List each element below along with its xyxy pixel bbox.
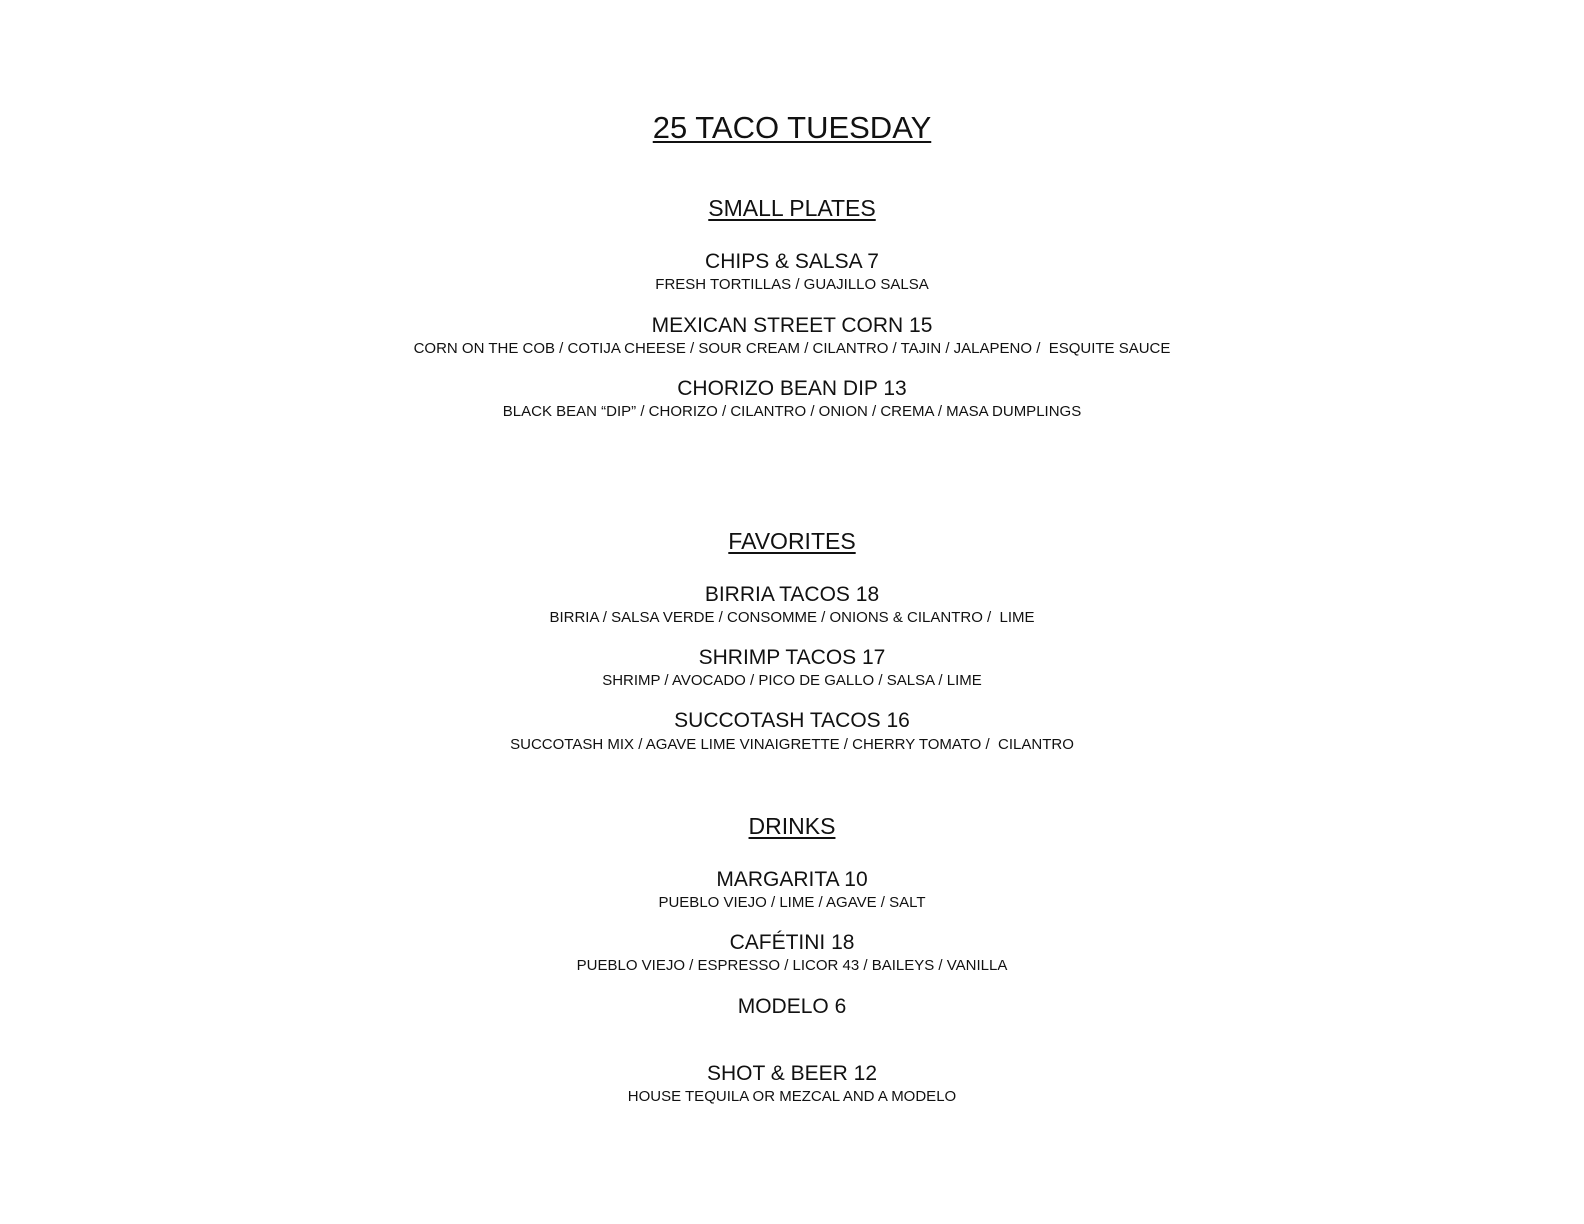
menu-item-name: SHOT & BEER 12 bbox=[706, 1062, 877, 1085]
menu-item-description: HOUSE TEQUILA OR MEZCAL AND A MODELO bbox=[627, 1088, 957, 1105]
menu-item-name: MEXICAN STREET CORN 15 bbox=[651, 314, 933, 337]
menu-item-name: MODELO 6 bbox=[737, 995, 847, 1018]
menu-item-description: BIRRIA / SALSA VERDE / CONSOMME / ONIONS & CILANTRO / LIME bbox=[549, 609, 1035, 626]
menu-item-name: SUCCOTASH TACOS 16 bbox=[674, 709, 910, 732]
menu-title: 25 TACO TUESDAY bbox=[652, 110, 932, 145]
menu-item-name: MARGARITA 10 bbox=[716, 868, 868, 891]
section-heading-favorites: FAVORITES bbox=[728, 528, 856, 554]
menu-item-name: CHIPS & SALSA 7 bbox=[705, 250, 879, 273]
menu-item-description: PUEBLO VIEJO / LIME / AGAVE / SALT bbox=[658, 894, 926, 911]
menu-item-name: BIRRIA TACOS 18 bbox=[704, 583, 880, 606]
menu-item-name: SHRIMP TACOS 17 bbox=[698, 646, 886, 669]
menu-item-description: BLACK BEAN “DIP” / CHORIZO / CILANTRO / ONION / CREMA / MASA DUMPLINGS bbox=[502, 403, 1082, 420]
menu-item-description: SHRIMP / AVOCADO / PICO DE GALLO / SALSA / LIME bbox=[602, 672, 982, 689]
menu-item-description: SUCCOTASH MIX / AGAVE LIME VINAIGRETTE / CHERRY TOMATO / CILANTRO bbox=[510, 736, 1074, 753]
menu-item-name: CHORIZO BEAN DIP 13 bbox=[677, 377, 907, 400]
menu-item-name: CAFÉTINI 18 bbox=[729, 931, 855, 954]
menu-item-description: CORN ON THE COB / COTIJA CHEESE / SOUR CREAM / CILANTRO / TAJIN / JALAPENO / ESQUITE SAUCE bbox=[413, 340, 1171, 357]
menu-item-description: PUEBLO VIEJO / ESPRESSO / LICOR 43 / BAILEYS / VANILLA bbox=[576, 957, 1008, 974]
section-heading-drinks: DRINKS bbox=[748, 813, 836, 839]
menu-item-description: FRESH TORTILLAS / GUAJILLO SALSA bbox=[655, 276, 929, 293]
section-heading-small-plates: SMALL PLATES bbox=[708, 195, 876, 221]
